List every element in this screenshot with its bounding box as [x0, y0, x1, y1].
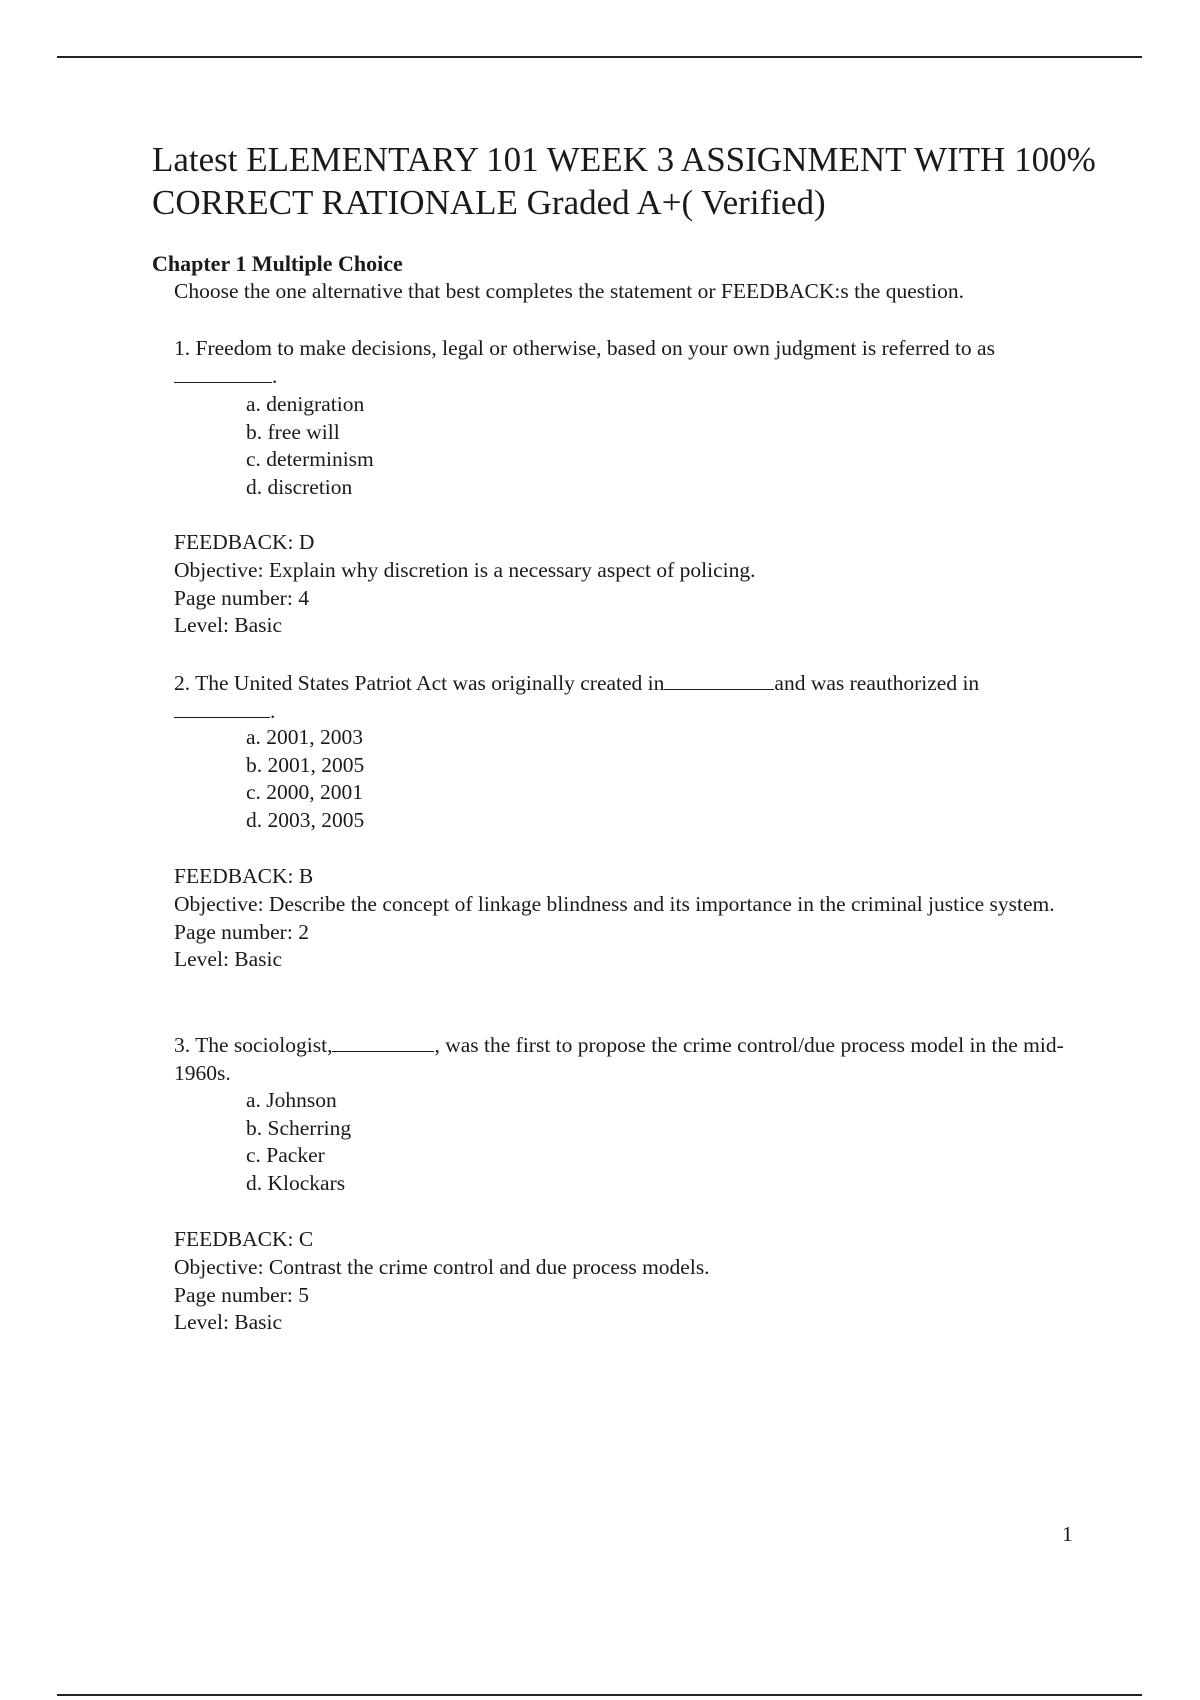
question-1-options — [246, 391, 374, 501]
question-3-stem — [174, 1031, 1090, 1087]
question-1-feedback — [174, 529, 1094, 640]
question-stem-text: 1. Freedom to make decisions, legal or otherwise, based on your own judgment is referred to as — [174, 336, 995, 360]
question-stem-text: , was the first to propose the crime control/due process model in the mid-1960s. — [174, 1033, 1064, 1085]
feedback-level: Level: Basic — [174, 613, 283, 638]
question-2-feedback — [174, 863, 1094, 974]
feedback-objective: Objective: Describe the concept of linkage blindness and its importance in the criminal justice system. — [174, 891, 1055, 916]
feedback-answer: FEEDBACK: D — [174, 530, 315, 554]
question-stem-text: 3. The sociologist, — [174, 1033, 333, 1057]
option-item: a. Johnson — [246, 1088, 337, 1112]
answer-blank — [174, 699, 270, 718]
option-item: c. Packer — [246, 1143, 325, 1167]
instructions: Choose the one alternative that best completes the statement or FEEDBACK:s the question. — [174, 279, 964, 303]
option-item: b. free will — [246, 419, 340, 444]
feedback-level: Level: Basic — [174, 947, 283, 972]
option-item: d. discretion — [246, 474, 353, 499]
question-stem-text: 2. The United States Patriot Act was originally created in — [174, 671, 665, 695]
option-item: c. determinism — [246, 447, 374, 471]
option-item: b. Scherring — [246, 1115, 352, 1140]
question-2-options — [246, 724, 364, 834]
option-item: a. denigration — [246, 392, 365, 416]
bottom-rule — [57, 1694, 1142, 1696]
feedback-page: Page number: 5 — [174, 1282, 309, 1307]
option-item: d. Klockars — [246, 1170, 346, 1195]
answer-blank — [332, 1033, 434, 1052]
question-stem-text: . — [270, 699, 276, 723]
question-stem-text: . — [272, 364, 278, 388]
option-item: a. 2001, 2003 — [246, 725, 364, 749]
feedback-objective: Objective: Contrast the crime control and due process models. — [174, 1254, 710, 1279]
feedback-objective: Objective: Explain why discretion is a necessary aspect of policing. — [174, 557, 756, 582]
question-1-stem — [174, 334, 1090, 390]
feedback-answer: FEEDBACK: C — [174, 1227, 314, 1251]
answer-blank — [664, 671, 774, 690]
option-item: c. 2000, 2001 — [246, 780, 364, 804]
feedback-page: Page number: 2 — [174, 919, 309, 944]
top-rule — [57, 56, 1142, 58]
document-title: Latest ELEMENTARY 101 WEEK 3 ASSIGNMENT WITH 100% CORRECT RATIONALE Graded A+( Verified) — [152, 140, 1096, 222]
answer-blank — [174, 364, 272, 383]
option-item: b. 2001, 2005 — [246, 752, 365, 777]
question-3-feedback — [174, 1226, 1094, 1337]
feedback-page: Page number: 4 — [174, 585, 309, 610]
question-stem-text: and was reauthorized in — [774, 671, 980, 695]
option-item: d. 2003, 2005 — [246, 807, 365, 832]
page-number: 1 — [1062, 1522, 1073, 1546]
feedback-level: Level: Basic — [174, 1310, 283, 1335]
chapter-heading: Chapter 1 Multiple Choice — [152, 251, 403, 276]
feedback-answer: FEEDBACK: B — [174, 864, 314, 888]
question-2-stem — [174, 669, 1074, 725]
question-3-options — [246, 1087, 351, 1197]
